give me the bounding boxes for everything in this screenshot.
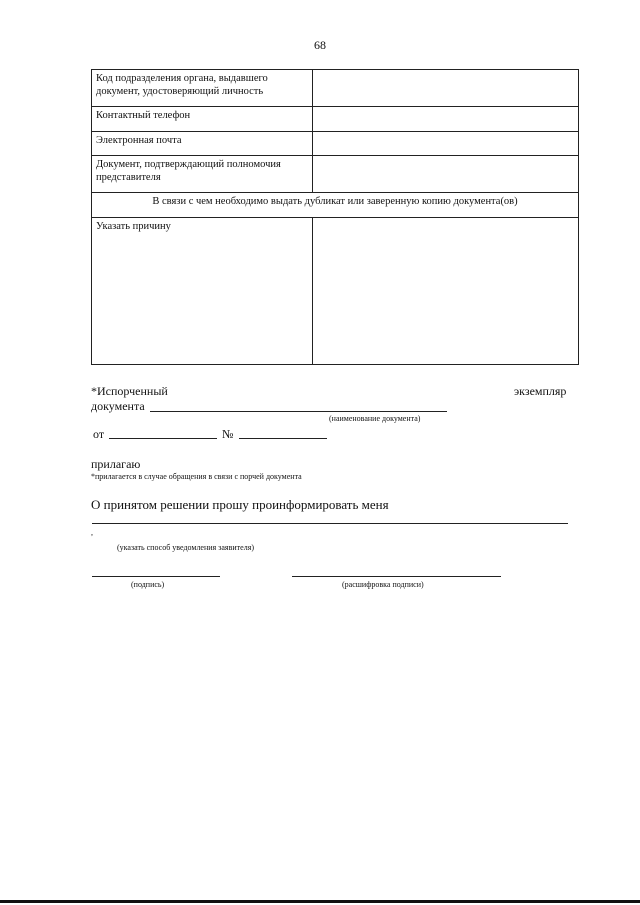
phone-value-field[interactable] (313, 107, 579, 132)
copy-label: экземпляр (514, 384, 567, 398)
reason-label: Указать причину (92, 218, 313, 365)
number-label: № (222, 427, 234, 441)
document-name-line[interactable] (150, 411, 447, 412)
footnote: *прилагается в случае обращения в связи с порчей документа (91, 472, 302, 481)
notify-caption: (указать способ уведомления заявителя) (117, 543, 255, 552)
document-name-caption: (наименование документа) (329, 414, 421, 423)
page-bottom-rule (0, 900, 640, 903)
page-number: 68 (314, 38, 326, 52)
phone-label: Контактный телефон (92, 107, 313, 132)
damaged-label: *Испорченный (91, 384, 168, 398)
document-label: документа (91, 399, 145, 413)
signature-decode-line[interactable] (292, 576, 501, 577)
number-line[interactable] (239, 438, 327, 439)
notify-method-line[interactable] (92, 523, 568, 524)
reason-header: В связи с чем необходимо выдать дубликат или заверенную копию документа(ов) (92, 193, 579, 218)
table-row (92, 218, 579, 365)
signature-line[interactable] (92, 576, 220, 577)
table-row (92, 70, 579, 107)
table-row (92, 132, 579, 156)
email-label: Электронная почта (92, 132, 313, 156)
signature-decode-caption: (расшифровка подписи) (342, 580, 424, 589)
attach-label: прилагаю (91, 457, 141, 471)
application-table (91, 69, 579, 365)
email-value-field[interactable] (313, 132, 579, 156)
signature-caption: (подпись) (131, 580, 165, 589)
code-label: Код подразделения органа, выдавшего документ, удостоверяющий личность (92, 70, 313, 107)
table-row (92, 156, 579, 193)
date-line[interactable] (109, 438, 217, 439)
authority-document-label: Документ, подтверждающий полномочия представителя (92, 156, 313, 193)
code-value-field[interactable] (313, 70, 579, 107)
date-from-label: от (93, 427, 105, 441)
table-row (92, 107, 579, 132)
notify-text: О принятом решении прошу проинформировать меня (91, 497, 389, 512)
table-row (92, 193, 579, 218)
authority-document-field[interactable] (313, 156, 579, 193)
notify-comma: , (91, 528, 93, 537)
reason-field[interactable] (313, 218, 579, 365)
